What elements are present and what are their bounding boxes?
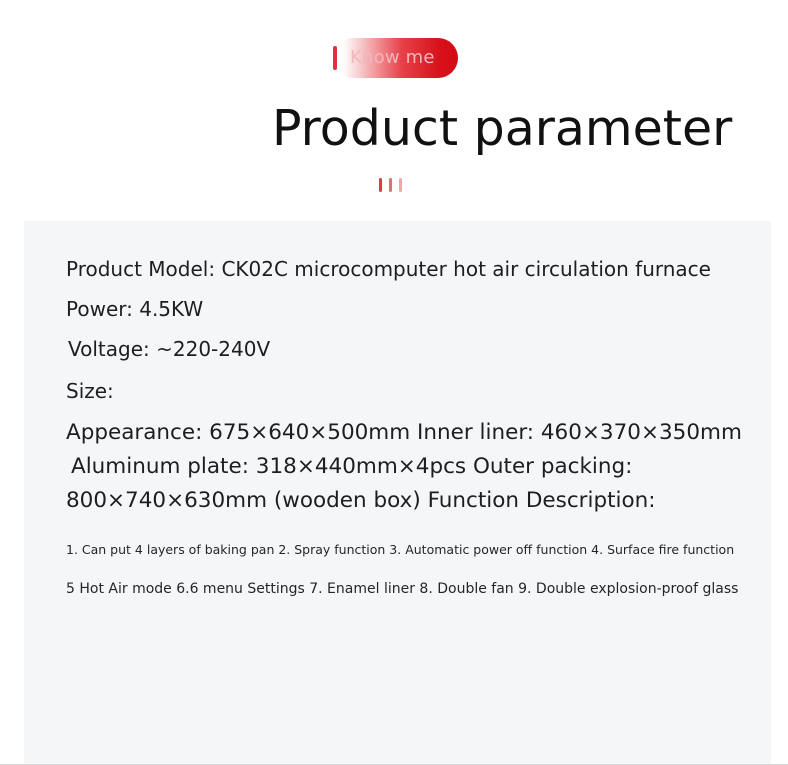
know-me-badge[interactable] xyxy=(333,38,458,78)
divider-mark xyxy=(399,178,402,192)
functions-text-line2: 5 Hot Air mode 6.6 menu Settings 7. Enamel liner 8. Double fan 9. Double explosion-proof glass xyxy=(66,581,739,597)
divider-mark xyxy=(379,178,382,192)
size-packing-text: 800×740×630mm (wooden box) Function Description: xyxy=(66,488,656,513)
size-aluminum-text: Aluminum plate: 318×440mm×4pcs Outer packing: xyxy=(71,454,633,479)
functions-text-line1: 1. Can put 4 layers of baking pan 2. Spray function 3. Automatic power off function 4. Surface fire function xyxy=(66,542,735,557)
power-text: Power: 4.5KW xyxy=(66,297,204,321)
size-appearance-text: Appearance: 675×640×500mm Inner liner: 460×370×350mm xyxy=(66,420,742,445)
size-heading: Size: xyxy=(66,379,114,403)
product-model-text: Product Model: CK02C microcomputer hot air circulation furnace xyxy=(66,257,711,281)
know-me-label: Know me xyxy=(350,47,435,68)
page-title: Product parameter xyxy=(272,100,733,157)
divider-mark xyxy=(389,178,392,192)
voltage-text: Voltage: ~220-240V xyxy=(68,337,271,361)
